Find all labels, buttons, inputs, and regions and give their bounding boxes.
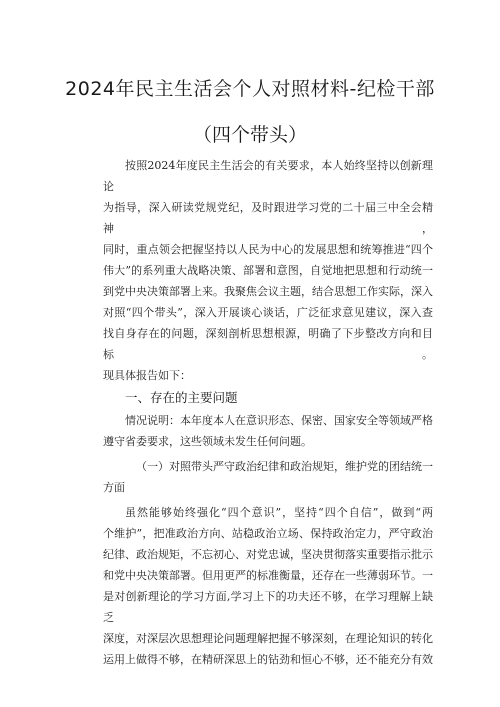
document-body <box>103 155 433 670</box>
text-line: 现具体报告如下： <box>103 369 191 382</box>
body-paragraph <box>103 502 433 670</box>
text-line: （一）对照带头严守政治纪律和政治规矩，维护党的团结统一 <box>136 460 433 473</box>
text-line: 深度，对深层次思想理论问题理解把握不够深刻，在理论知识的转化 <box>103 632 433 645</box>
text-line: 和党中央决策部署。但用更严的标准衡量，还存在一些薄弱环节。一 <box>103 569 433 582</box>
subsection-heading <box>103 456 433 498</box>
intro-paragraph <box>103 155 433 386</box>
text-line: 按照2024年度民主生活会的有关要求，本人始终坚持以创新理论 <box>103 159 433 193</box>
text-line: 是对创新理论的学习方面,学习上下的功夫还不够，在学习理解上缺乏 <box>103 590 433 624</box>
text-line: 个维护”，把准政治方向、站稳政治立场、保持政治定力，严守政治 <box>103 527 433 540</box>
section-heading: 一、存在的主要问题 <box>125 390 238 405</box>
text-line: 遵守省委要求，这些领域未发生任何问题。 <box>103 435 312 448</box>
text-line: 对照“四个带头”，深入开展谈心谈话，广泛征求意见建议，深入查 <box>103 306 433 319</box>
text-line: 为指导，深入研读党规党纪，及时跟进学习党的二十届三中全会精神， <box>103 201 433 235</box>
text-line: 纪律、政治规矩，不忘初心、对党忠诚，坚决贯彻落实重要指示批示 <box>103 548 433 561</box>
text-line: 伟大”的系列重大战略决策、部署和意图，自觉地把思想和行动统一 <box>103 264 433 277</box>
text-line: 找自身存在的问题，深刻剖析思想根源，明确了下步整改方向和目标。 <box>103 327 433 361</box>
text-line: 到党中央决策部署上来。我聚焦会议主题，结合思想工作实际，深入 <box>103 285 433 298</box>
text-line: 方面 <box>103 481 125 494</box>
document-title: 2024年民主生活会个人对照材料-纪检干部 <box>65 78 435 100</box>
text-line: 运用上做得不够，在精研深思上的钻劲和恒心不够，还不能充分有效 <box>103 653 433 666</box>
document-subtitle: （四个带头） <box>192 124 307 146</box>
text-line: 情况说明：本年度本人在意识形态、保密、国家安全等领域严格 <box>125 414 433 427</box>
text-line: 虽然能够始终强化“四个意识”，坚持“四个自信”，做到“两 <box>125 506 433 519</box>
situation-paragraph <box>103 410 433 452</box>
text-line: 同时，重点领会把握坚持以人民为中心的发展思想和统筹推进“四个 <box>103 243 433 256</box>
